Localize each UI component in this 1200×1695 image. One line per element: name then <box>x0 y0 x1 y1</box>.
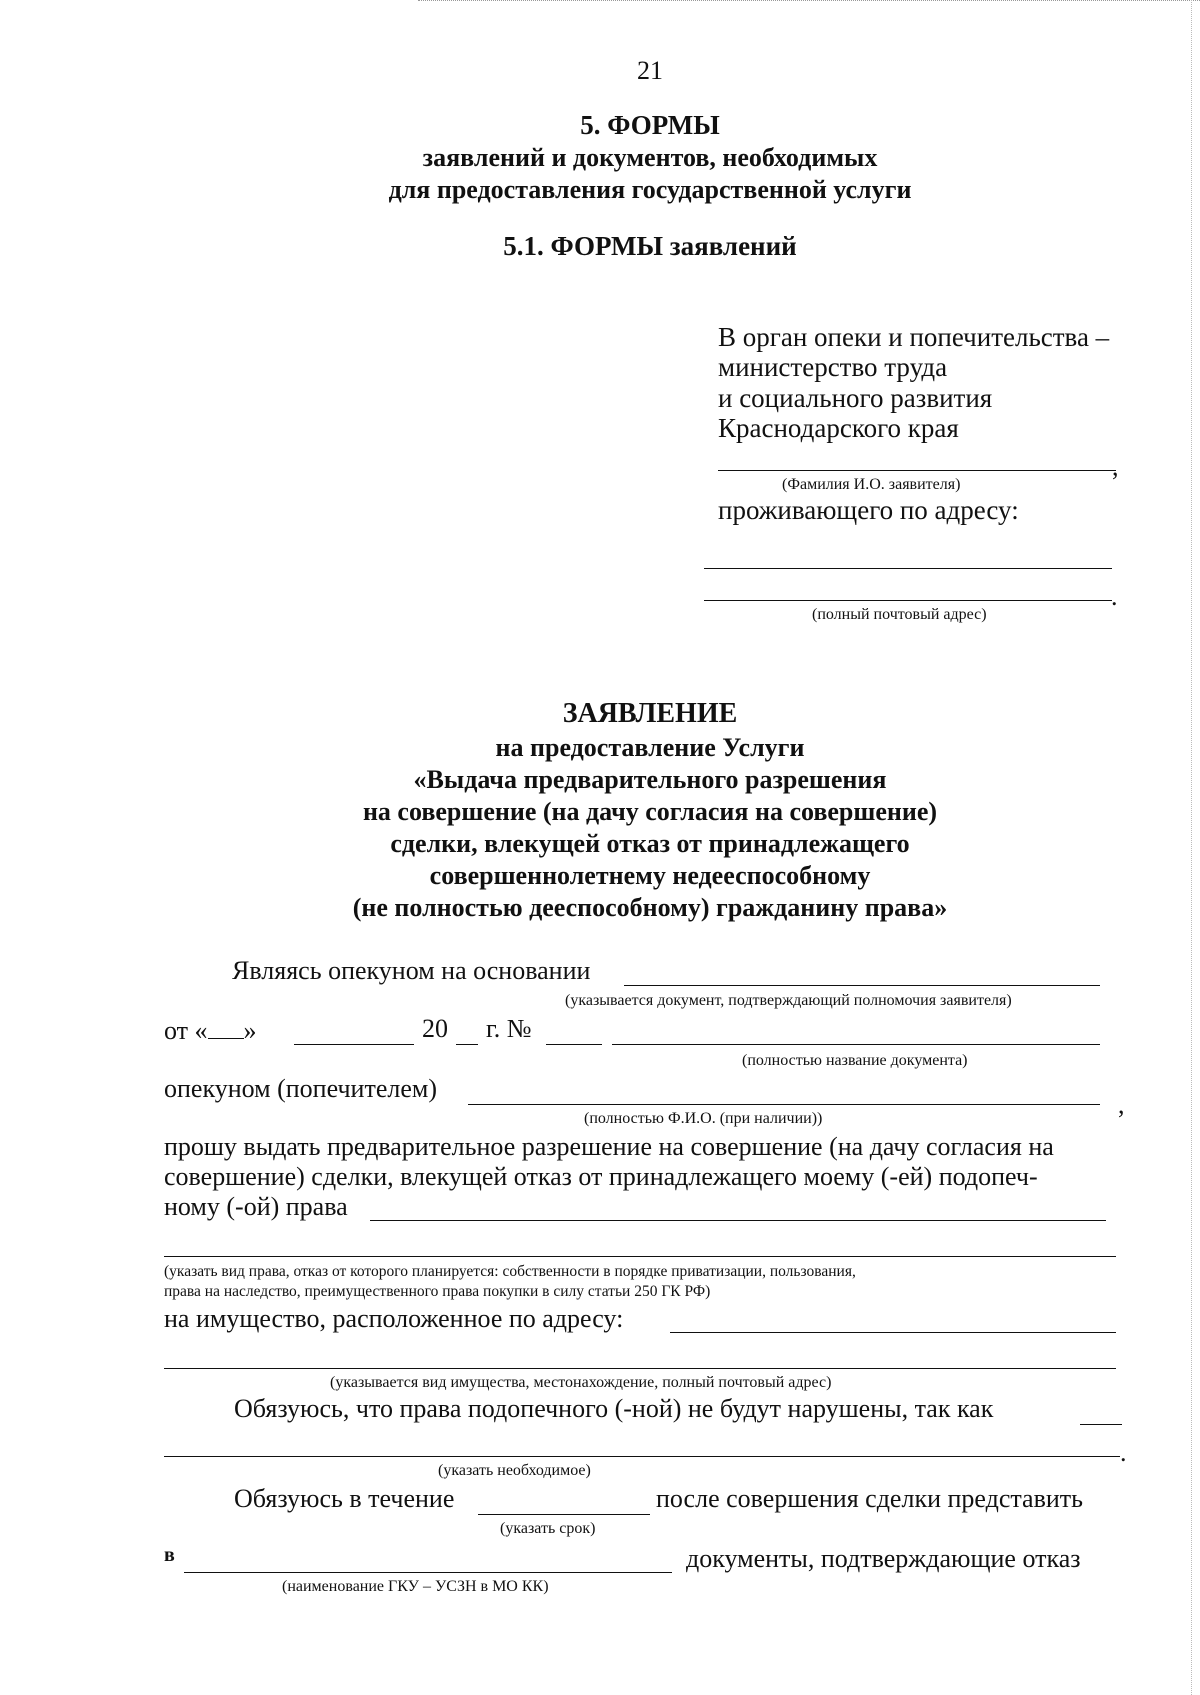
applicant-name-hint: (Фамилия И.О. заявителя) <box>782 476 961 493</box>
basis-document-hint: (указывается документ, подтверждающий полномочия заявителя) <box>565 992 1012 1009</box>
term-hint: (указать срок) <box>500 1520 596 1537</box>
addressee-line-1: В орган опеки и попечительства – <box>718 322 1110 352</box>
basis-document-field[interactable] <box>624 985 1100 986</box>
right-type-hint-1: (указать вид права, отказ от которого планируется: собственности в порядке приватизации, пользования, <box>164 1263 856 1280</box>
statement-title: ЗАЯВЛЕНИЕ <box>562 698 738 729</box>
addressee-line-4: Краснодарского края <box>718 413 959 443</box>
address-field-line-2[interactable] <box>704 600 1112 601</box>
being-guardian-label: Являясь опекуном на основании <box>232 956 591 985</box>
in-letter: в <box>164 1544 175 1566</box>
period: . <box>1111 582 1118 611</box>
year-number-label: г. № <box>486 1014 532 1043</box>
right-type-field-1[interactable] <box>370 1220 1106 1221</box>
documents-confirm-text: документы, подтверждающие отказ <box>686 1544 1081 1573</box>
section-subtitle-line2: для предоставления государственной услуги <box>388 175 912 204</box>
section-title: 5. ФОРМЫ <box>580 110 720 140</box>
page-number: 21 <box>637 56 663 85</box>
statement-line-3: на совершение (на дачу согласия на совершение) <box>362 797 938 826</box>
obligation-2-end: после совершения сделки представить <box>656 1484 1084 1513</box>
property-address-field-2[interactable] <box>164 1368 1116 1369</box>
residing-label: проживающего по адресу: <box>718 495 1019 525</box>
comma: , <box>1112 452 1119 481</box>
right-type-hint-2: права на наследство, преимущественного права покупки в силу статьи 250 ГК РФ) <box>164 1283 711 1300</box>
statement-line-4: сделки, влекущей отказ от принадлежащего <box>390 829 910 858</box>
organization-hint: (наименование ГКУ – УСЗН в МО КК) <box>282 1578 549 1595</box>
doc-name-hint: (полностью название документа) <box>742 1052 968 1069</box>
comma-2: , <box>1118 1090 1125 1119</box>
request-line-1: прошу выдать предварительное разрешение на совершение (на дачу согласия на <box>164 1132 1054 1161</box>
year-field[interactable] <box>456 1044 478 1045</box>
organization-field[interactable] <box>184 1572 672 1573</box>
from-label: от « <box>164 1016 208 1045</box>
statement-line-6: (не полностью дееспособному) гражданину права» <box>352 893 948 922</box>
subsection-title: 5.1. ФОРМЫ заявлений <box>503 231 797 261</box>
doc-number-field[interactable] <box>546 1044 602 1045</box>
section-subtitle-line1: заявлений и документов, необходимых <box>422 143 878 172</box>
statement-line-5: совершеннолетнему недееспособному <box>429 861 871 890</box>
year-prefix: 20 <box>422 1014 448 1043</box>
necessary-hint: (указать необходимое) <box>438 1462 591 1479</box>
date-line <box>164 1014 257 1046</box>
ward-name-hint: (полностью Ф.И.О. (при наличии)) <box>584 1110 823 1127</box>
right-type-field-2[interactable] <box>164 1256 1116 1257</box>
guardian-label: опекуном (попечителем) <box>164 1074 437 1103</box>
applicant-name-field[interactable] <box>718 470 1116 471</box>
statement-line-1: на предоставление Услуги <box>495 733 805 762</box>
quote-close: » <box>243 1016 257 1045</box>
address-hint: (полный почтовый адрес) <box>812 606 987 623</box>
request-line-2: совершение) сделки, влекущей отказ от принадлежащего моему (-ей) подопеч- <box>164 1162 1038 1191</box>
reason-field-1[interactable] <box>1080 1424 1122 1425</box>
doc-name-field[interactable] <box>612 1044 1100 1045</box>
property-hint: (указывается вид имущества, местонахождение, полный почтовый адрес) <box>330 1374 832 1391</box>
addressee-line-2: министерство труда <box>718 352 948 382</box>
address-field-line-1[interactable] <box>704 568 1112 569</box>
addressee-line-3: и социального развития <box>718 383 993 413</box>
property-label: на имущество, расположенное по адресу: <box>164 1304 624 1333</box>
period-2: . <box>1120 1438 1127 1467</box>
obligation-2-start: Обязуюсь в течение <box>234 1484 455 1513</box>
page-edge-top <box>418 0 1200 1</box>
month-field[interactable] <box>294 1044 414 1045</box>
ward-name-field[interactable] <box>468 1104 1100 1105</box>
reason-field-2[interactable] <box>164 1456 1120 1457</box>
property-address-field-1[interactable] <box>670 1332 1116 1333</box>
statement-line-2: «Выдача предварительного разрешения <box>413 765 887 794</box>
day-field[interactable] <box>208 1014 244 1039</box>
obligation-1-text: Обязуюсь, что права подопечного (-ной) не будут нарушены, так как <box>234 1394 994 1423</box>
term-field[interactable] <box>478 1514 650 1515</box>
request-line-3: ному (-ой) права <box>164 1192 348 1221</box>
